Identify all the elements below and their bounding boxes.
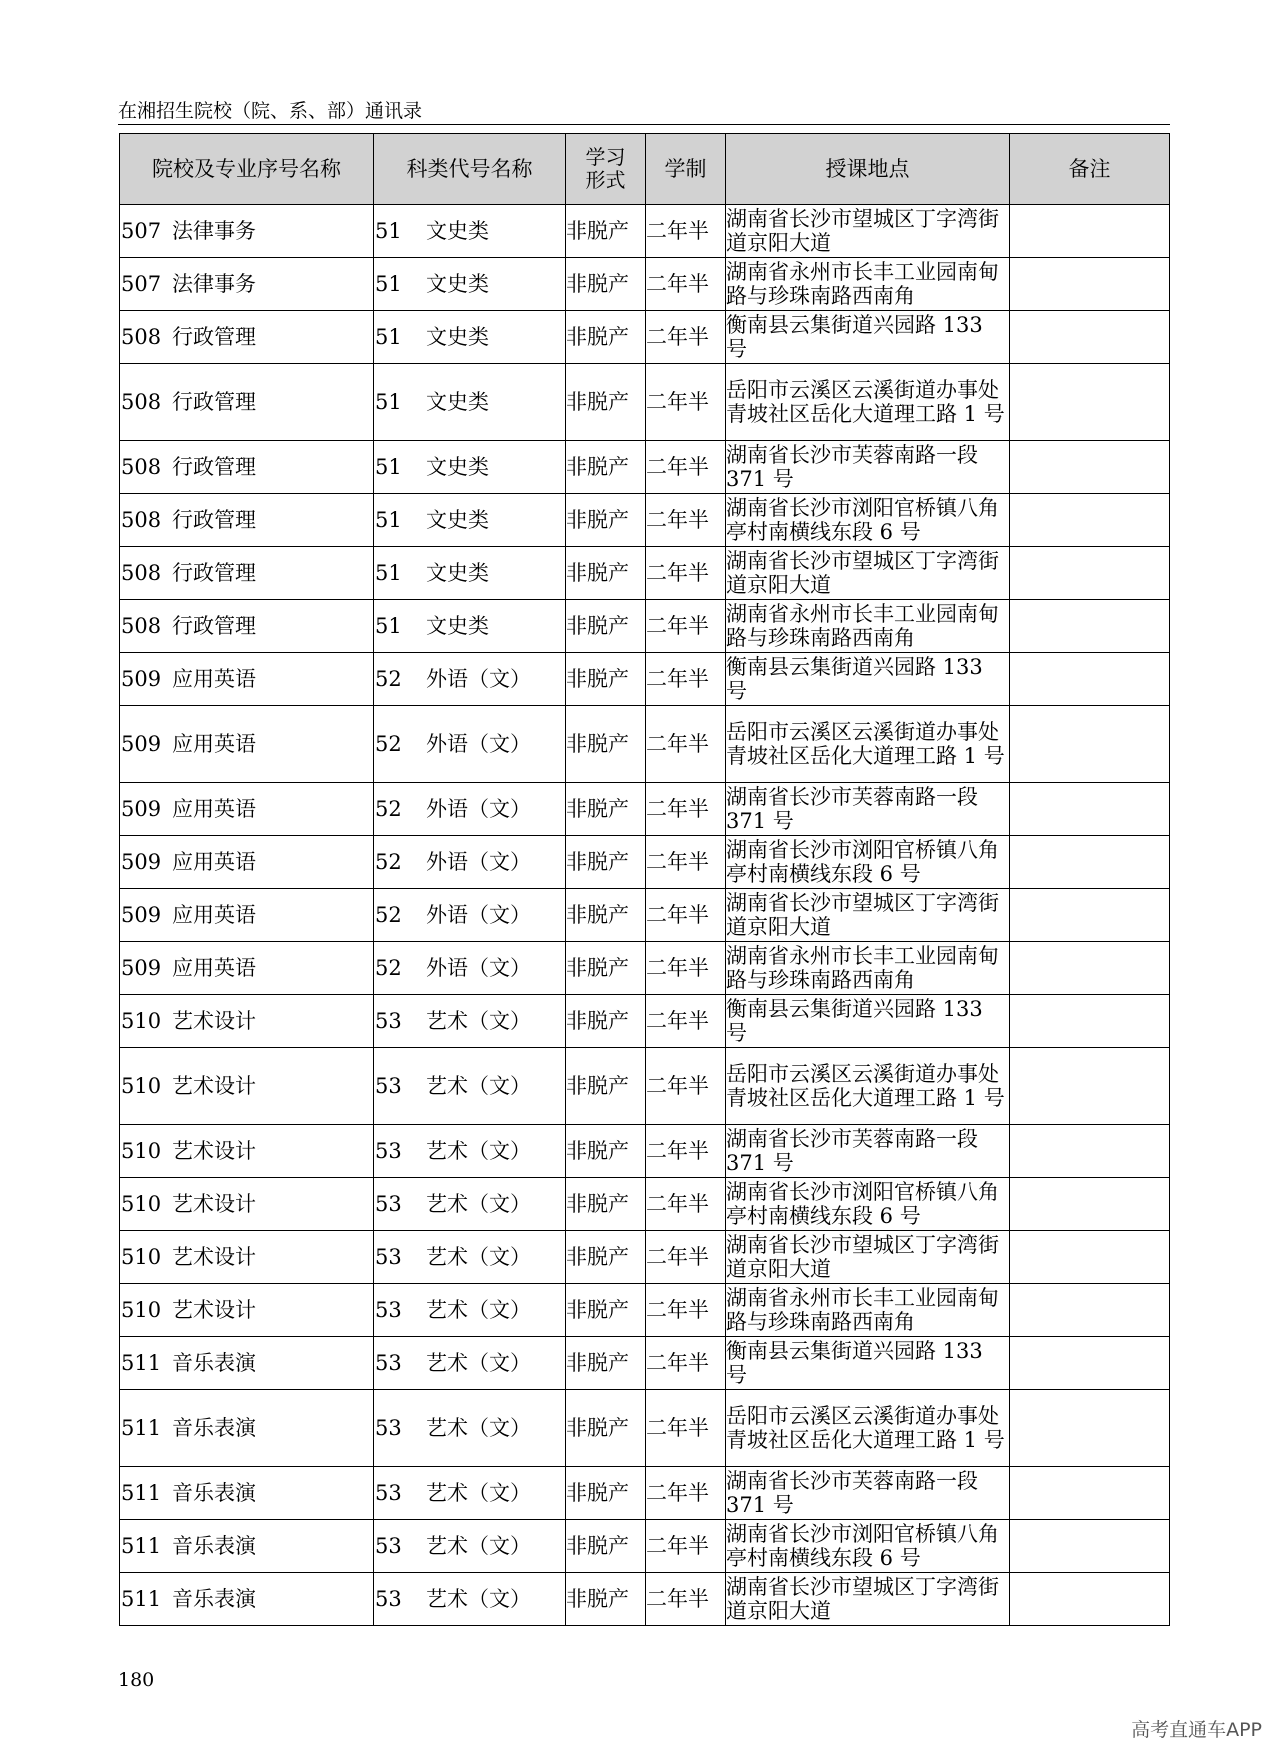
table-row <box>120 1284 1170 1337</box>
major-cell <box>120 1467 374 1520</box>
location-cell: 湖南省长沙市浏阳官桥镇八角亭村南横线东段 6 号 <box>726 1178 1010 1231</box>
category-code: 53 <box>375 1074 402 1098</box>
study-mode-cell: 非脱产 <box>566 1125 646 1178</box>
study-mode-cell: 非脱产 <box>566 1231 646 1284</box>
category-name: 文史类 <box>426 455 489 479</box>
note-cell <box>1010 205 1170 258</box>
duration-cell: 二年半 <box>646 783 726 836</box>
note-cell <box>1010 653 1170 706</box>
major-cell <box>120 1520 374 1573</box>
duration-cell: 二年半 <box>646 258 726 311</box>
column-header-major: 院校及专业序号名称 <box>120 134 374 205</box>
table-row <box>120 600 1170 653</box>
major-code: 509 <box>121 956 162 980</box>
study-mode-cell: 非脱产 <box>566 364 646 441</box>
note-cell <box>1010 1520 1170 1573</box>
table-header-row <box>120 134 1170 205</box>
category-cell <box>374 836 566 889</box>
location-cell: 湖南省永州市长丰工业园南甸路与珍珠南路西南角 <box>726 1284 1010 1337</box>
major-cell <box>120 1048 374 1125</box>
major-cell <box>120 995 374 1048</box>
major-cell <box>120 494 374 547</box>
major-cell <box>120 1284 374 1337</box>
category-name: 艺术（文） <box>426 1351 531 1375</box>
category-cell <box>374 942 566 995</box>
major-name: 音乐表演 <box>172 1416 256 1440</box>
table-row <box>120 889 1170 942</box>
directory-table <box>119 133 1170 1626</box>
category-name: 艺术（文） <box>426 1139 531 1163</box>
category-code: 53 <box>375 1298 402 1322</box>
category-code: 51 <box>375 219 402 243</box>
study-mode-cell: 非脱产 <box>566 547 646 600</box>
note-cell <box>1010 364 1170 441</box>
category-code: 53 <box>375 1192 402 1216</box>
study-mode-cell: 非脱产 <box>566 205 646 258</box>
category-name: 外语（文） <box>426 956 531 980</box>
note-cell <box>1010 1178 1170 1231</box>
category-cell <box>374 1231 566 1284</box>
major-cell <box>120 1231 374 1284</box>
category-code: 53 <box>375 1534 402 1558</box>
major-name: 应用英语 <box>172 667 256 691</box>
table-row <box>120 547 1170 600</box>
major-cell <box>120 1573 374 1626</box>
table-row <box>120 1573 1170 1626</box>
study-mode-cell: 非脱产 <box>566 942 646 995</box>
category-cell <box>374 1337 566 1390</box>
location-cell: 湖南省永州市长丰工业园南甸路与珍珠南路西南角 <box>726 942 1010 995</box>
category-name: 文史类 <box>426 219 489 243</box>
category-name: 艺术（文） <box>426 1298 531 1322</box>
category-cell <box>374 1284 566 1337</box>
study-mode-cell: 非脱产 <box>566 889 646 942</box>
note-cell <box>1010 1337 1170 1390</box>
duration-cell: 二年半 <box>646 1284 726 1337</box>
category-cell <box>374 706 566 783</box>
note-cell <box>1010 1467 1170 1520</box>
table-row <box>120 995 1170 1048</box>
major-name: 艺术设计 <box>172 1245 256 1269</box>
major-code: 509 <box>121 732 162 756</box>
category-code: 53 <box>375 1587 402 1611</box>
study-mode-cell: 非脱产 <box>566 1520 646 1573</box>
category-name: 艺术（文） <box>426 1074 531 1098</box>
category-name: 外语（文） <box>426 903 531 927</box>
major-cell <box>120 889 374 942</box>
study-mode-cell: 非脱产 <box>566 995 646 1048</box>
major-code: 509 <box>121 667 162 691</box>
location-cell: 湖南省长沙市芙蓉南路一段 371 号 <box>726 1125 1010 1178</box>
table-row <box>120 441 1170 494</box>
duration-cell: 二年半 <box>646 1337 726 1390</box>
category-name: 艺术（文） <box>426 1009 531 1033</box>
location-cell: 衡南县云集街道兴园路 133 号 <box>726 653 1010 706</box>
location-cell: 岳阳市云溪区云溪街道办事处青坡社区岳化大道理工路 1 号 <box>726 364 1010 441</box>
major-cell <box>120 364 374 441</box>
major-code: 508 <box>121 508 162 532</box>
category-cell <box>374 995 566 1048</box>
category-name: 外语（文） <box>426 797 531 821</box>
table-row <box>120 205 1170 258</box>
table-row <box>120 311 1170 364</box>
note-cell <box>1010 783 1170 836</box>
major-code: 511 <box>121 1351 162 1375</box>
major-cell <box>120 600 374 653</box>
major-name: 应用英语 <box>172 903 256 927</box>
category-name: 艺术（文） <box>426 1587 531 1611</box>
major-name: 法律事务 <box>172 272 256 296</box>
study-mode-cell: 非脱产 <box>566 783 646 836</box>
note-cell <box>1010 1573 1170 1626</box>
table-row <box>120 258 1170 311</box>
study-mode-cell: 非脱产 <box>566 494 646 547</box>
duration-cell: 二年半 <box>646 995 726 1048</box>
major-code: 508 <box>121 455 162 479</box>
note-cell <box>1010 258 1170 311</box>
category-cell <box>374 783 566 836</box>
note-cell <box>1010 836 1170 889</box>
category-cell <box>374 1573 566 1626</box>
watermark: 高考直通车APP <box>1131 1719 1262 1741</box>
major-name: 音乐表演 <box>172 1481 256 1505</box>
category-name: 文史类 <box>426 390 489 414</box>
location-cell: 岳阳市云溪区云溪街道办事处青坡社区岳化大道理工路 1 号 <box>726 1048 1010 1125</box>
category-name: 艺术（文） <box>426 1416 531 1440</box>
category-code: 52 <box>375 956 402 980</box>
category-cell <box>374 258 566 311</box>
major-code: 511 <box>121 1534 162 1558</box>
major-name: 行政管理 <box>172 390 256 414</box>
category-code: 53 <box>375 1416 402 1440</box>
major-cell <box>120 1178 374 1231</box>
category-code: 52 <box>375 732 402 756</box>
category-cell <box>374 311 566 364</box>
duration-cell: 二年半 <box>646 1178 726 1231</box>
major-cell <box>120 836 374 889</box>
category-name: 文史类 <box>426 561 489 585</box>
note-cell <box>1010 600 1170 653</box>
category-cell <box>374 364 566 441</box>
category-name: 文史类 <box>426 614 489 638</box>
duration-cell: 二年半 <box>646 836 726 889</box>
category-code: 53 <box>375 1481 402 1505</box>
duration-cell: 二年半 <box>646 311 726 364</box>
study-mode-cell: 非脱产 <box>566 311 646 364</box>
note-cell <box>1010 311 1170 364</box>
major-cell <box>120 1125 374 1178</box>
major-code: 510 <box>121 1245 162 1269</box>
duration-cell: 二年半 <box>646 1231 726 1284</box>
table-row <box>120 1337 1170 1390</box>
category-name: 艺术（文） <box>426 1481 531 1505</box>
major-code: 511 <box>121 1416 162 1440</box>
study-mode-cell: 非脱产 <box>566 1573 646 1626</box>
major-code: 510 <box>121 1009 162 1033</box>
major-code: 508 <box>121 614 162 638</box>
table-row <box>120 706 1170 783</box>
category-code: 51 <box>375 455 402 479</box>
note-cell <box>1010 942 1170 995</box>
location-cell: 湖南省长沙市浏阳官桥镇八角亭村南横线东段 6 号 <box>726 494 1010 547</box>
category-cell <box>374 494 566 547</box>
major-name: 艺术设计 <box>172 1009 256 1033</box>
note-cell <box>1010 441 1170 494</box>
category-cell <box>374 1178 566 1231</box>
duration-cell: 二年半 <box>646 1048 726 1125</box>
major-cell <box>120 547 374 600</box>
category-cell <box>374 1520 566 1573</box>
category-name: 外语（文） <box>426 667 531 691</box>
study-mode-cell: 非脱产 <box>566 600 646 653</box>
category-name: 文史类 <box>426 325 489 349</box>
category-code: 51 <box>375 390 402 414</box>
major-cell <box>120 942 374 995</box>
note-cell <box>1010 1390 1170 1467</box>
column-header-duration: 学制 <box>646 134 726 205</box>
table-row <box>120 942 1170 995</box>
note-cell <box>1010 1231 1170 1284</box>
category-cell <box>374 1048 566 1125</box>
major-code: 511 <box>121 1481 162 1505</box>
major-name: 艺术设计 <box>172 1074 256 1098</box>
study-mode-cell: 非脱产 <box>566 653 646 706</box>
table-row <box>120 1048 1170 1125</box>
duration-cell: 二年半 <box>646 1573 726 1626</box>
table-row <box>120 494 1170 547</box>
major-cell <box>120 1337 374 1390</box>
category-cell <box>374 441 566 494</box>
major-code: 507 <box>121 219 162 243</box>
major-name: 行政管理 <box>172 508 256 532</box>
major-name: 应用英语 <box>172 850 256 874</box>
major-cell <box>120 205 374 258</box>
major-name: 法律事务 <box>172 219 256 243</box>
major-name: 音乐表演 <box>172 1534 256 1558</box>
category-code: 52 <box>375 903 402 927</box>
duration-cell: 二年半 <box>646 942 726 995</box>
location-cell: 湖南省长沙市望城区丁字湾街道京阳大道 <box>726 889 1010 942</box>
duration-cell: 二年半 <box>646 1390 726 1467</box>
major-name: 应用英语 <box>172 956 256 980</box>
major-name: 艺术设计 <box>172 1298 256 1322</box>
table-row <box>120 836 1170 889</box>
duration-cell: 二年半 <box>646 600 726 653</box>
category-code: 51 <box>375 272 402 296</box>
table-row <box>120 1520 1170 1573</box>
note-cell <box>1010 494 1170 547</box>
note-cell <box>1010 547 1170 600</box>
location-cell: 衡南县云集街道兴园路 133 号 <box>726 995 1010 1048</box>
location-cell: 湖南省永州市长丰工业园南甸路与珍珠南路西南角 <box>726 600 1010 653</box>
location-cell: 衡南县云集街道兴园路 133 号 <box>726 1337 1010 1390</box>
major-code: 510 <box>121 1074 162 1098</box>
category-name: 外语（文） <box>426 850 531 874</box>
note-cell <box>1010 1048 1170 1125</box>
category-cell <box>374 889 566 942</box>
category-cell <box>374 600 566 653</box>
location-cell: 湖南省长沙市芙蓉南路一段 371 号 <box>726 783 1010 836</box>
category-cell <box>374 547 566 600</box>
major-code: 510 <box>121 1192 162 1216</box>
table-row <box>120 1178 1170 1231</box>
duration-cell: 二年半 <box>646 653 726 706</box>
study-mode-cell: 非脱产 <box>566 1178 646 1231</box>
major-name: 音乐表演 <box>172 1351 256 1375</box>
category-name: 文史类 <box>426 508 489 532</box>
note-cell <box>1010 889 1170 942</box>
major-cell <box>120 258 374 311</box>
duration-cell: 二年半 <box>646 441 726 494</box>
table-row <box>120 1231 1170 1284</box>
header-rule <box>118 124 1170 125</box>
major-code: 510 <box>121 1139 162 1163</box>
study-mode-cell: 非脱产 <box>566 1284 646 1337</box>
location-cell: 湖南省长沙市望城区丁字湾街道京阳大道 <box>726 1573 1010 1626</box>
note-cell <box>1010 1284 1170 1337</box>
page-number: 180 <box>118 1669 155 1691</box>
major-code: 507 <box>121 272 162 296</box>
major-code: 508 <box>121 561 162 585</box>
note-cell <box>1010 995 1170 1048</box>
category-code: 51 <box>375 561 402 585</box>
category-code: 52 <box>375 850 402 874</box>
study-mode-cell: 非脱产 <box>566 836 646 889</box>
table-row <box>120 1125 1170 1178</box>
category-name: 外语（文） <box>426 732 531 756</box>
table-row <box>120 653 1170 706</box>
category-code: 51 <box>375 614 402 638</box>
major-name: 行政管理 <box>172 614 256 638</box>
major-code: 509 <box>121 903 162 927</box>
major-name: 行政管理 <box>172 325 256 349</box>
major-code: 508 <box>121 390 162 414</box>
category-cell <box>374 205 566 258</box>
study-mode-cell: 非脱产 <box>566 1048 646 1125</box>
location-cell: 湖南省长沙市芙蓉南路一段 371 号 <box>726 1467 1010 1520</box>
category-name: 艺术（文） <box>426 1245 531 1269</box>
major-name: 音乐表演 <box>172 1587 256 1611</box>
major-cell <box>120 1390 374 1467</box>
location-cell: 湖南省永州市长丰工业园南甸路与珍珠南路西南角 <box>726 258 1010 311</box>
column-header-location: 授课地点 <box>726 134 1010 205</box>
major-code: 510 <box>121 1298 162 1322</box>
study-mode-cell: 非脱产 <box>566 1337 646 1390</box>
running-header: 在湘招生院校（院、系、部）通讯录 <box>118 100 423 122</box>
major-code: 509 <box>121 850 162 874</box>
category-cell <box>374 653 566 706</box>
major-code: 511 <box>121 1587 162 1611</box>
major-code: 509 <box>121 797 162 821</box>
category-cell <box>374 1125 566 1178</box>
category-code: 52 <box>375 797 402 821</box>
category-cell <box>374 1390 566 1467</box>
major-cell <box>120 311 374 364</box>
duration-cell: 二年半 <box>646 1125 726 1178</box>
location-cell: 湖南省长沙市望城区丁字湾街道京阳大道 <box>726 205 1010 258</box>
category-name: 文史类 <box>426 272 489 296</box>
duration-cell: 二年半 <box>646 205 726 258</box>
category-code: 53 <box>375 1351 402 1375</box>
study-mode-cell: 非脱产 <box>566 1467 646 1520</box>
location-cell: 湖南省长沙市浏阳官桥镇八角亭村南横线东段 6 号 <box>726 1520 1010 1573</box>
table-row <box>120 364 1170 441</box>
major-cell <box>120 653 374 706</box>
major-name: 行政管理 <box>172 561 256 585</box>
location-cell: 湖南省长沙市浏阳官桥镇八角亭村南横线东段 6 号 <box>726 836 1010 889</box>
study-mode-cell: 非脱产 <box>566 441 646 494</box>
note-cell <box>1010 706 1170 783</box>
category-code: 52 <box>375 667 402 691</box>
major-name: 艺术设计 <box>172 1139 256 1163</box>
major-cell <box>120 706 374 783</box>
major-name: 行政管理 <box>172 455 256 479</box>
major-name: 艺术设计 <box>172 1192 256 1216</box>
major-cell <box>120 441 374 494</box>
column-header-category: 科类代号名称 <box>374 134 566 205</box>
duration-cell: 二年半 <box>646 364 726 441</box>
category-code: 53 <box>375 1139 402 1163</box>
duration-cell: 二年半 <box>646 706 726 783</box>
duration-cell: 二年半 <box>646 494 726 547</box>
category-name: 艺术（文） <box>426 1534 531 1558</box>
table-row <box>120 1467 1170 1520</box>
location-cell: 岳阳市云溪区云溪街道办事处青坡社区岳化大道理工路 1 号 <box>726 706 1010 783</box>
duration-cell: 二年半 <box>646 1520 726 1573</box>
note-cell <box>1010 1125 1170 1178</box>
study-mode-cell: 非脱产 <box>566 706 646 783</box>
major-code: 508 <box>121 325 162 349</box>
category-cell <box>374 1467 566 1520</box>
location-cell: 衡南县云集街道兴园路 133 号 <box>726 311 1010 364</box>
category-name: 艺术（文） <box>426 1192 531 1216</box>
category-code: 53 <box>375 1245 402 1269</box>
column-header-note: 备注 <box>1010 134 1170 205</box>
duration-cell: 二年半 <box>646 1467 726 1520</box>
major-name: 应用英语 <box>172 732 256 756</box>
study-mode-cell: 非脱产 <box>566 1390 646 1467</box>
major-cell <box>120 783 374 836</box>
table-row <box>120 1390 1170 1467</box>
category-code: 53 <box>375 1009 402 1033</box>
duration-cell: 二年半 <box>646 547 726 600</box>
major-name: 应用英语 <box>172 797 256 821</box>
location-cell: 湖南省长沙市望城区丁字湾街道京阳大道 <box>726 547 1010 600</box>
category-code: 51 <box>375 508 402 532</box>
table-row <box>120 783 1170 836</box>
category-code: 51 <box>375 325 402 349</box>
duration-cell: 二年半 <box>646 889 726 942</box>
location-cell: 湖南省长沙市望城区丁字湾街道京阳大道 <box>726 1231 1010 1284</box>
column-header-study-mode: 学习 形式 <box>566 134 646 205</box>
location-cell: 岳阳市云溪区云溪街道办事处青坡社区岳化大道理工路 1 号 <box>726 1390 1010 1467</box>
location-cell: 湖南省长沙市芙蓉南路一段 371 号 <box>726 441 1010 494</box>
study-mode-cell: 非脱产 <box>566 258 646 311</box>
